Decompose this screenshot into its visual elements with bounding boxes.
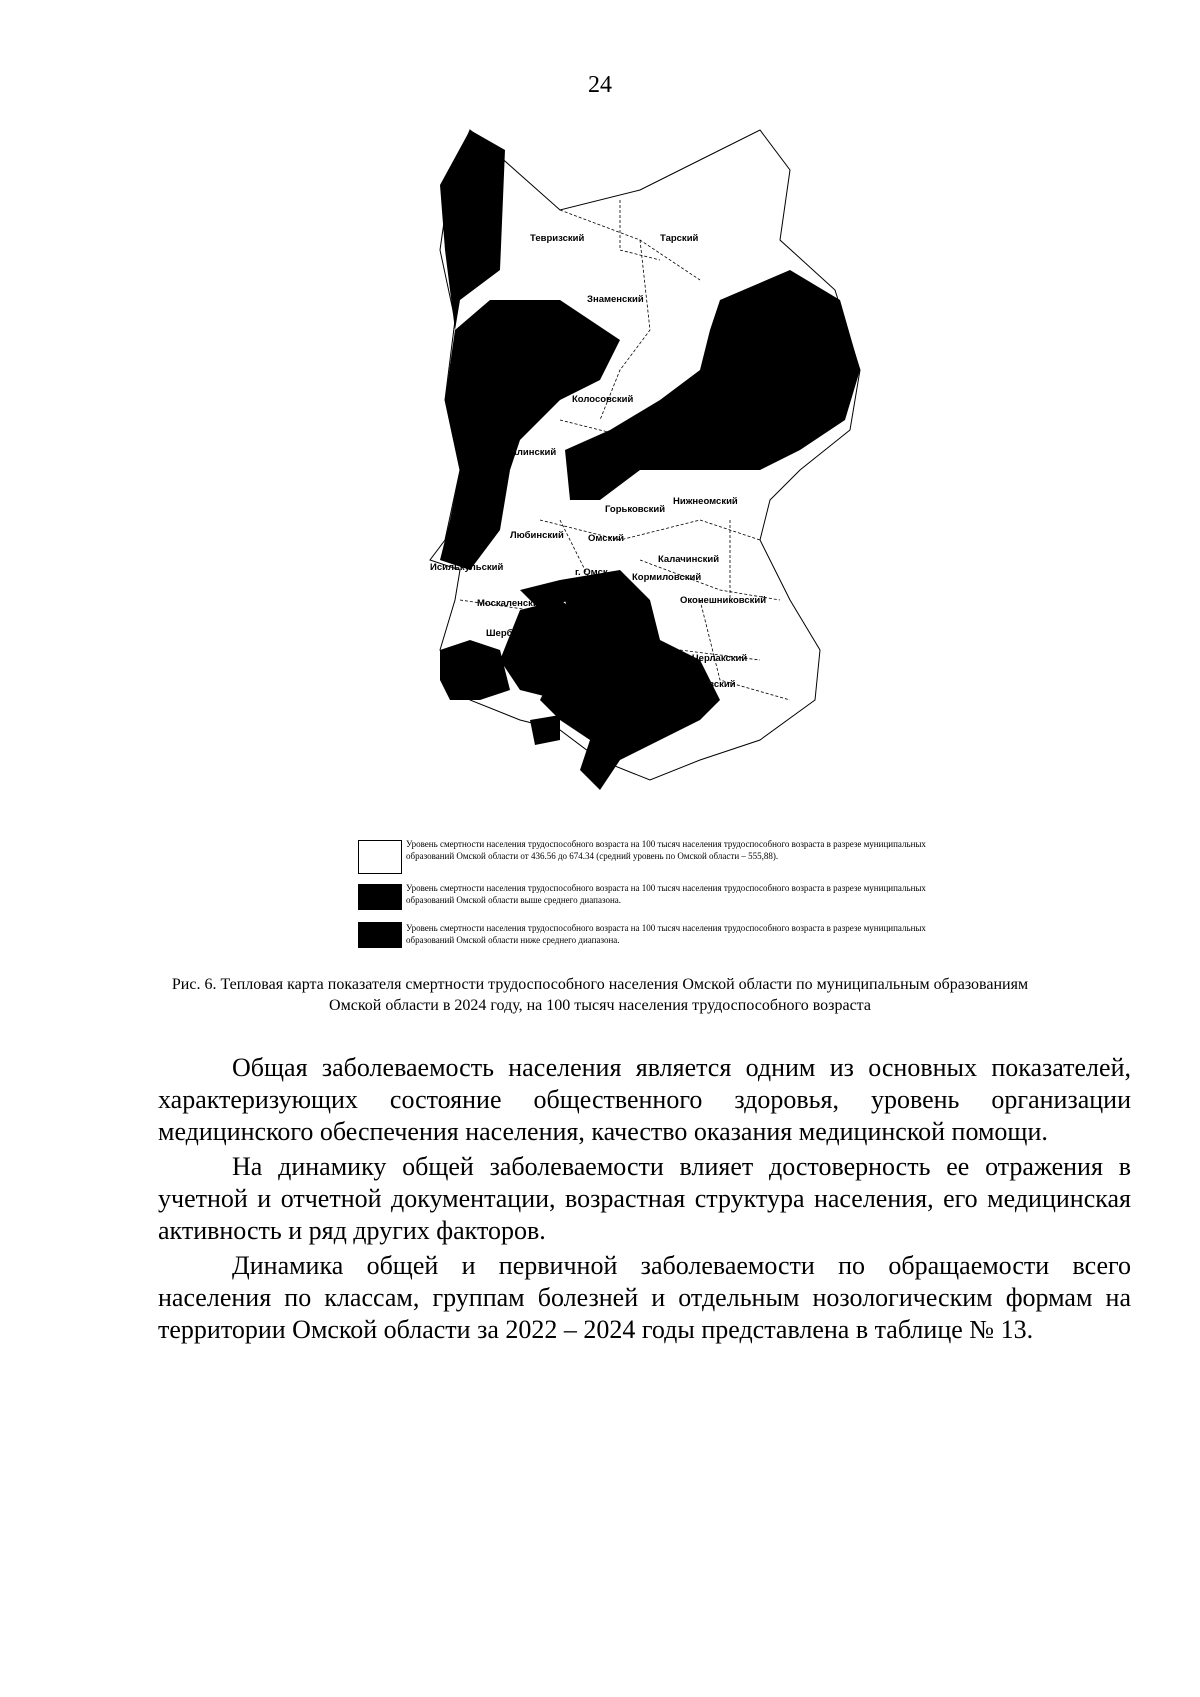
label-omsk-city: г. Омск: [575, 567, 608, 578]
paragraph: На динамику общей заболеваемости влияет достоверность ее отражения в учетной и отчетной документации, возрастная структура населения, его медицинская активность и ряд других факторов.: [158, 1152, 1131, 1245]
legend-swatch-black-below: [358, 922, 402, 948]
label-kormilovsky: Кормиловский: [632, 572, 702, 583]
label-okoneshnikovsky: Оконешниковский: [680, 595, 767, 606]
label-lyubinsky: Любинский: [510, 530, 564, 541]
label-omsky: Омский: [588, 533, 625, 544]
label-tarsky: Тарский: [660, 233, 699, 244]
district-odessky: [530, 715, 560, 745]
legend-item: [358, 838, 958, 882]
legend-swatch-black-above: [358, 884, 402, 910]
legend-text: Уровень смертности населения трудоспособного возраста на 100 тысяч населения трудоспособного возраста в разрезе муниципальных образований Омской области выше среднего диапазона.: [406, 883, 926, 905]
label-znamensky: Знаменский: [587, 294, 644, 305]
label-pavlogradsky: авский: [703, 679, 736, 690]
paragraph: Общая заболеваемость населения является одним из основных показателей, характеризующих состояние общественного здоровья, уровень организации медицинского обеспечения населения, качество оказания медицинской помощи.: [158, 1053, 1131, 1146]
legend-item: [358, 882, 958, 922]
label-moskalensky: Москаленский: [477, 598, 545, 609]
label-tevrizsky: Тевризский: [530, 233, 585, 244]
body-text: [158, 1052, 1131, 1349]
legend-item: [358, 922, 958, 962]
label-nizhneomsky: Нижнеомский: [673, 496, 738, 507]
label-tyukalinsky: Тюкалинский: [493, 447, 557, 458]
label-kolosovsky: Колосовский: [572, 394, 634, 405]
label-isilkulsky: Исилькульский: [430, 562, 504, 573]
label-sherbakulsky: Шербакул: [486, 628, 534, 639]
legend-text: Уровень смертности населения трудоспособного возраста на 100 тысяч населения трудоспособного возраста в разрезе муниципальных образований Омской области от 436.56 до 674.34 (средний уровень по Омской области – 555,88).: [406, 839, 926, 861]
legend-text: Уровень смертности населения трудоспособного возраста на 100 тысяч населения трудоспособного возраста в разрезе муниципальных образований Омской области ниже среднего диапазона.: [406, 923, 926, 945]
omsk-region-heatmap: [400, 118, 870, 836]
map-legend: [358, 838, 958, 962]
label-cherlaksky: Черлакский: [692, 653, 748, 664]
legend-swatch-white: [358, 840, 402, 874]
figure-caption: Рис. 6. Тепловая карта показателя смертности трудоспособного населения Омской области по муниципальным образованиям Омской области в 2024 году, на 100 тысяч населения трудоспособного возраста: [171, 976, 1029, 1014]
paragraph: Динамика общей и первичной заболеваемости по обращаемости всего населения по классам, группам болезней и отдельным нозологическим формам на территории Омской области за 2022 – 2024 годы представлена в таблице № 13.: [158, 1251, 1131, 1344]
label-gorkovsky: Горьковский: [605, 504, 666, 515]
label-kalachinsky: Калачинский: [658, 554, 720, 565]
page-number: 24: [588, 72, 612, 98]
